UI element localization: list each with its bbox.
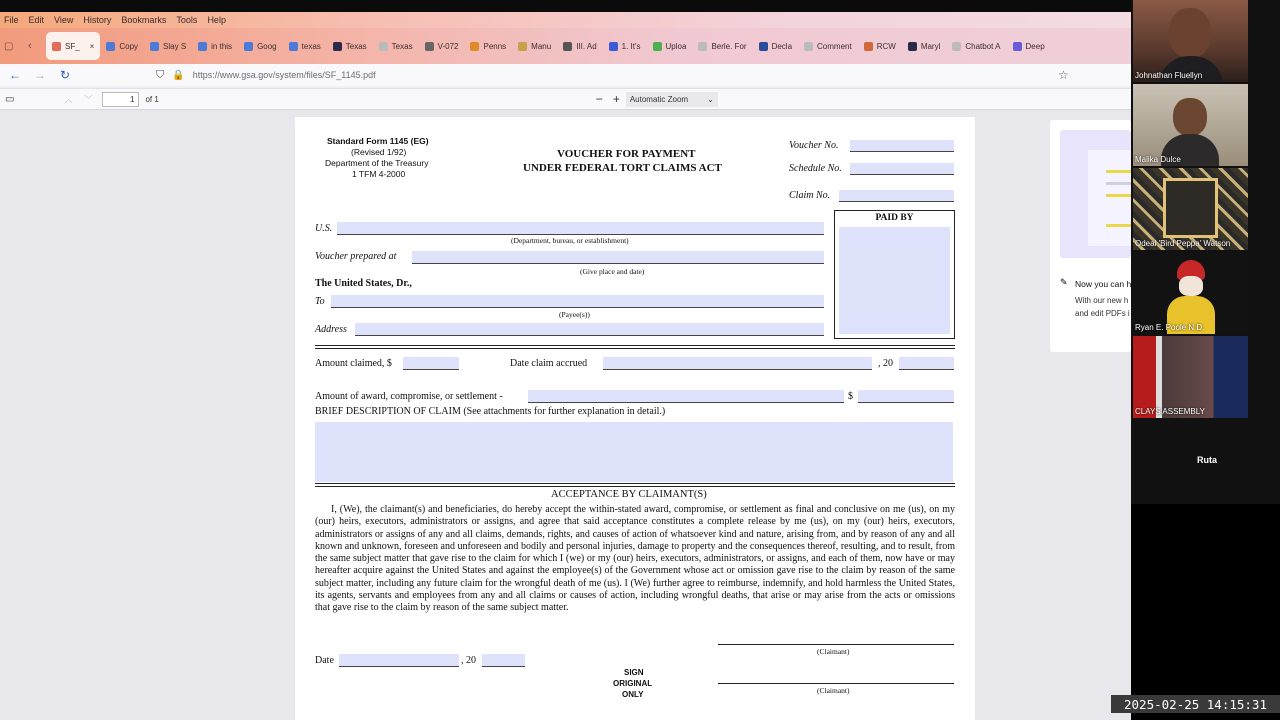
voucher-no-label: Voucher No. [789, 140, 839, 151]
award-label: Amount of award, compromise, or settlement - [315, 391, 503, 402]
to-field[interactable] [331, 295, 824, 308]
tab-favicon-icon [609, 42, 618, 51]
acceptance-title: ACCEPTANCE BY CLAIMANT(S) [551, 489, 707, 500]
tab-label: texas [301, 41, 321, 51]
tab-favicon-icon [106, 42, 115, 51]
prev-page-icon[interactable]: ︿ [64, 94, 73, 104]
address-label: Address [315, 324, 347, 335]
us-field[interactable] [337, 222, 824, 235]
year-field-2[interactable] [482, 654, 525, 667]
promo-text-1: With our new h [1075, 296, 1129, 305]
tab-favicon-icon [518, 42, 527, 51]
tab-label: Goog [257, 41, 277, 51]
promo-text-2: and edit PDFs i [1075, 309, 1130, 318]
claimant-label-2: (Claimant) [817, 686, 850, 695]
tab-label: Chatbot A [965, 41, 1001, 51]
tab-label: in this [211, 41, 233, 51]
navigation-bar [0, 64, 1131, 86]
claimant-signature-line-2[interactable] [718, 683, 954, 684]
tab-favicon-icon [470, 42, 479, 51]
sidebar-toggle-icon[interactable]: ▭ [5, 93, 15, 105]
tab-label: V-072 [437, 41, 459, 51]
tab-label: Copy [119, 41, 139, 51]
prepared-at-field[interactable] [412, 251, 824, 264]
form-header-1: Standard Form 1145 (EG) [327, 136, 429, 146]
tab-7[interactable] [373, 32, 419, 60]
menu-view[interactable]: View [54, 15, 74, 25]
tab-label: Uploa [665, 41, 687, 51]
tab-favicon-icon [759, 42, 768, 51]
tab-favicon-icon [908, 42, 917, 51]
zoom-in-icon[interactable]: + [612, 92, 620, 106]
participant-tile-4[interactable] [1133, 252, 1248, 334]
menu-tools[interactable]: Tools [176, 15, 198, 25]
pdf-page [295, 117, 975, 720]
date-accrued-field[interactable] [603, 357, 872, 370]
back-icon[interactable]: ← [9, 68, 21, 82]
tab-favicon-icon [1013, 42, 1022, 51]
participant-tile-6[interactable] [1133, 420, 1248, 502]
tab-favicon-icon [52, 42, 61, 51]
claimant-signature-line-1[interactable] [718, 644, 954, 645]
schedule-no-field[interactable] [850, 163, 954, 175]
department-note: (Department, bureau, or establishment) [511, 236, 629, 245]
tab-10[interactable] [512, 32, 557, 60]
tab-favicon-icon [563, 42, 572, 51]
tab-favicon-icon [804, 42, 813, 51]
tab-favicon-icon [952, 42, 961, 51]
tab-label: Texas [345, 41, 367, 51]
paid-by-field[interactable] [839, 227, 950, 334]
tab-label: Maryl [920, 41, 941, 51]
form-header-2: (Revised 1/92) [351, 147, 407, 157]
tab-favicon-icon [333, 42, 342, 51]
timestamp-overlay: 2025-02-25 14:15:31 [1111, 695, 1280, 713]
tab-list-icon[interactable]: ▢ [4, 40, 14, 52]
tab-label: Decla [771, 41, 793, 51]
tab-4[interactable] [238, 32, 283, 60]
chevron-down-icon: ⌄ [707, 94, 714, 104]
forward-icon[interactable]: → [34, 68, 46, 82]
tab-5[interactable] [283, 32, 327, 60]
claim-no-label: Claim No. [789, 190, 831, 201]
promo-card [1050, 120, 1131, 352]
voucher-no-field[interactable] [850, 140, 954, 152]
award-field[interactable] [528, 390, 844, 403]
year-prefix-2: , 20 [461, 655, 476, 666]
tab-label: Berle. For [711, 41, 747, 51]
menu-file[interactable]: File [4, 15, 19, 25]
tab-favicon-icon [379, 42, 388, 51]
tab-12[interactable] [603, 32, 647, 60]
tab-favicon-icon [244, 42, 253, 51]
tab-label: RCW [876, 41, 896, 51]
menu-bookmarks[interactable]: Bookmarks [121, 15, 167, 25]
participant-tile-3[interactable] [1133, 168, 1248, 250]
page-count: of 1 [145, 94, 159, 104]
place-note: (Give place and date) [580, 267, 645, 276]
divider-2 [315, 348, 955, 349]
participant-tile-1[interactable] [1133, 0, 1248, 82]
us-label: U.S. [315, 223, 333, 234]
award-dollar: $ [848, 391, 853, 402]
prepared-at-label: Voucher prepared at [315, 251, 397, 262]
paid-by-label: PAID BY [875, 213, 914, 223]
tab-18[interactable] [902, 32, 947, 60]
paid-by-box [834, 210, 955, 339]
reload-icon[interactable]: ↻ [59, 68, 71, 82]
sign-date-field[interactable] [339, 654, 459, 667]
pdf-toolbar [0, 88, 1131, 110]
tab-8[interactable] [419, 32, 465, 60]
brief-field[interactable] [315, 422, 953, 482]
tab-label: Comment [817, 41, 852, 51]
top-border [0, 0, 1131, 12]
date-label: Date [315, 655, 334, 666]
tab-favicon-icon [698, 42, 707, 51]
year-prefix-1: , 20 [878, 358, 893, 369]
tab-3[interactable] [192, 32, 238, 60]
claimant-label-1: (Claimant) [817, 647, 850, 656]
tab-label: Slay S [163, 41, 187, 51]
sign-label-1: SIGN [624, 668, 644, 677]
tab-strip [46, 32, 1051, 60]
tab-1[interactable] [100, 32, 144, 60]
url-bar[interactable]: https://www.gsa.gov/system/files/SF_1145.pdf [192, 70, 376, 80]
tab-13[interactable] [647, 32, 693, 60]
tab-14[interactable] [692, 32, 752, 60]
tab-label: Texas [391, 41, 413, 51]
tab-15[interactable] [753, 32, 798, 60]
form-title-2: UNDER FEDERAL TORT CLAIMS ACT [523, 162, 722, 174]
date-accrued-label: Date claim accrued [510, 358, 588, 369]
tab-0[interactable] [46, 32, 100, 60]
tab-label: 1. It's [621, 41, 641, 51]
participant-name-4: Ryan E. Poole N.D. [1135, 323, 1205, 332]
menu-edit[interactable]: Edit [28, 15, 45, 25]
zoom-value: Automatic Zoom [629, 94, 689, 104]
pencil-icon: ✎ [1060, 277, 1068, 287]
brief-label: BRIEF DESCRIPTION OF CLAIM (See attachments for further explanation in detail.) [315, 406, 666, 417]
pdf-viewer[interactable] [0, 110, 1131, 720]
participant-name-2: Malika Dulce [1135, 155, 1181, 164]
tab-label: III. Ad [576, 41, 597, 51]
participant-name-3: Odeal 'Bird Peppa' Watson [1135, 239, 1231, 248]
claim-no-field[interactable] [839, 190, 954, 202]
acceptance-paragraph: I, (We), the claimant(s) and beneficiaries, do hereby accept the within-stated award, compromise, or settlement as final and conclusive on me (us), on my (our) heirs, executors, administrators or assigns, and agree that said acceptance constitutes a complete release by me (us), on my (our) heirs, executors, administrators or assigns of any and all claims, demands, rights, and causes of action of whatsoever kind and nature, arising from, and by reason of any and all known and unknown, foreseen and unforeseen and bodily and personal injuries, damage to property and the consequences thereof, resulting, and to result, from the same subject matter that gave rise to the claim for which I (we) or my (our) heirs, executors, administrators, or assigns, and each of them, now have or may hereafter acquire against the United States and against the employee(s) of the Government whose act or omission gave rise to the claim by reason of the same subject matter, including any future claim for the wrongful death of me (us). I (We) further agree to reimburse, indemnify, and hold harmless the United States, its agents, servants and employees from any and all claims or causes of action, including wrongful deaths, that arise or may arise from the acts or omissions that gave rise to the claim by reason of the same subject matter. [315, 504, 955, 613]
next-page-icon[interactable]: ﹀ [84, 94, 93, 104]
participant-name-6: Ruta [1197, 455, 1217, 465]
tab-favicon-icon [864, 42, 873, 51]
tab-favicon-icon [425, 42, 434, 51]
tab-6[interactable] [327, 32, 373, 60]
tab-20[interactable] [1007, 32, 1051, 60]
divider-3 [315, 483, 955, 484]
to-label: To [315, 296, 325, 307]
menu-history[interactable]: History [83, 15, 112, 25]
menu-help[interactable]: Help [207, 15, 226, 25]
promo-heading: Now you can h [1075, 279, 1131, 289]
menu-bar [0, 12, 1131, 28]
tab-17[interactable] [858, 32, 902, 60]
divider-4 [315, 486, 955, 487]
payee-note: (Payee(s)) [559, 310, 590, 319]
tab-19[interactable] [946, 32, 1006, 60]
address-field[interactable] [355, 323, 824, 336]
participant-tile-5[interactable] [1133, 336, 1248, 418]
lock-icon[interactable]: 🔒 [172, 69, 185, 81]
participant-tile-2[interactable] [1133, 84, 1248, 166]
sign-label-3: ONLY [622, 690, 644, 699]
page-number-input[interactable]: 1 [102, 92, 139, 107]
tab-scroll-left-icon[interactable]: ‹ [28, 40, 32, 52]
tab-16[interactable] [798, 32, 858, 60]
tab-favicon-icon [150, 42, 159, 51]
schedule-no-label: Schedule No. [789, 163, 842, 174]
tab-favicon-icon [198, 42, 207, 51]
close-tab-icon[interactable]: × [89, 41, 95, 51]
award-amount-field[interactable] [858, 390, 954, 403]
tab-label: SF_ [65, 41, 80, 51]
tab-label: Penns [483, 41, 507, 51]
bookmark-star-icon[interactable]: ☆ [1058, 68, 1069, 82]
united-states-label: The United States, Dr., [315, 278, 412, 289]
form-header-3: Department of the Treasury [325, 158, 429, 168]
participant-name-1: Johnathan Fluellyn [1135, 71, 1203, 80]
promo-illustration [1060, 130, 1131, 258]
sign-label-2: ORIGINAL [613, 679, 653, 688]
amount-claimed-label: Amount claimed, $ [315, 358, 392, 369]
video-call-panel [1131, 0, 1280, 504]
tab-favicon-icon [653, 42, 662, 51]
tab-9[interactable] [464, 32, 512, 60]
form-title-1: VOUCHER FOR PAYMENT [557, 148, 696, 160]
tab-label: Deep [1025, 41, 1045, 51]
tracking-shield-icon[interactable]: ⛉ [156, 68, 165, 81]
amount-claimed-field[interactable] [403, 357, 459, 370]
form-header-4: 1 TFM 4-2000 [352, 169, 406, 179]
divider-1 [315, 345, 955, 346]
zoom-out-icon[interactable]: − [595, 92, 603, 106]
tab-bar [0, 28, 1131, 64]
year-field-1[interactable] [899, 357, 954, 370]
tab-2[interactable] [144, 32, 192, 60]
zoom-select[interactable] [626, 92, 718, 107]
tab-favicon-icon [289, 42, 298, 51]
tab-label: Manu [531, 41, 552, 51]
tab-11[interactable] [557, 32, 602, 60]
participant-name-5: CLAYS ASSEMBLY [1135, 407, 1205, 416]
